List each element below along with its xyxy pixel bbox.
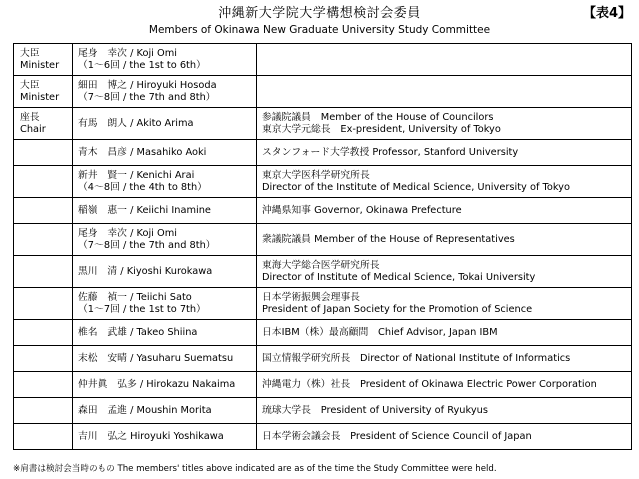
name-cell-line: 細田 博之 / Hiroyuki Hosoda	[78, 79, 217, 91]
table-row	[14, 224, 632, 256]
name-cell-line: （1～7回 / the 1st to 7th）	[78, 303, 206, 315]
title-cell-line: 東京大学医科学研究所長	[262, 169, 370, 181]
name-cell	[73, 424, 257, 450]
title-cell-line: 衆議院議員 Member of the House of Representatives	[262, 233, 515, 245]
name-cell-line: 稲嶺 惠一 / Keiichi Inamine	[78, 204, 211, 216]
name-cell	[73, 198, 257, 224]
role-cell	[14, 224, 73, 256]
title-cell	[257, 198, 632, 224]
table-row	[14, 346, 632, 372]
title-cell-line: President of Japan Society for the Promotion of Science	[262, 303, 533, 315]
role-cell-line: 大臣	[20, 79, 40, 91]
name-cell	[73, 140, 257, 166]
title-cell-line: Director of the Institute of Medical Science, University of Tokyo	[262, 181, 570, 193]
title-cell-line: 沖縄電力（株）社長 President of Okinawa Electric Power Corporation	[262, 378, 597, 390]
role-cell	[14, 346, 73, 372]
name-cell-line: 新井 賢一 / Kenichi Arai	[78, 169, 195, 181]
name-cell-line: 有馬 朗人 / Akito Arima	[78, 117, 194, 129]
role-cell	[14, 320, 73, 346]
role-cell	[14, 198, 73, 224]
name-cell-line: （7～8回 / the 7th and 8th）	[78, 239, 216, 251]
table-row	[14, 44, 632, 76]
role-cell	[14, 288, 73, 320]
page-subtitle: Members of Okinawa New Graduate University Study Committee	[148, 24, 491, 36]
name-cell	[73, 166, 257, 198]
role-cell	[14, 372, 73, 398]
title-cell	[257, 140, 632, 166]
name-cell	[73, 108, 257, 140]
role-cell	[14, 424, 73, 450]
table-row	[14, 256, 632, 288]
title-cell-line: 日本学術振興会理事長	[262, 291, 360, 303]
table-row	[14, 372, 632, 398]
title-cell-line: 琉球大学長 President of University of Ryukyus	[262, 404, 488, 416]
title-cell	[257, 288, 632, 320]
title-cell-line: スタンフォード大学教授 Professor, Stanford University	[262, 146, 519, 158]
name-cell	[73, 288, 257, 320]
name-cell-line: 森田 孟進 / Moushin Morita	[78, 404, 212, 416]
table-row	[14, 288, 632, 320]
table-row	[14, 140, 632, 166]
title-cell-line: Director of Institute of Medical Science, Tokai University	[262, 271, 536, 283]
table-row	[14, 198, 632, 224]
table-row	[14, 398, 632, 424]
table-row	[14, 108, 632, 140]
role-cell-line: 座長	[20, 111, 40, 123]
title-cell-line: 東京大学元総長 Ex-president, University of Tokyo	[262, 123, 501, 135]
title-cell	[257, 108, 632, 140]
name-cell-line: 椎名 武雄 / Takeo Shiina	[78, 326, 198, 338]
role-cell-line: Chair	[20, 123, 46, 135]
name-cell-line: 尾身 幸次 / Koji Omi	[78, 47, 177, 59]
role-cell	[14, 76, 73, 108]
role-cell	[14, 166, 73, 198]
title-cell-line: 東海大学総合医学研究所長	[262, 259, 380, 271]
name-cell	[73, 346, 257, 372]
title-cell-line: 参議院議員 Member of the House of Councilors	[262, 111, 494, 123]
name-cell	[73, 76, 257, 108]
role-cell	[14, 108, 73, 140]
title-cell	[257, 166, 632, 198]
title-cell-line: 日本IBM（株）最高顧問 Chief Advisor, Japan IBM	[262, 326, 498, 338]
title-cell	[257, 44, 632, 76]
table-row	[14, 320, 632, 346]
title-cell	[257, 424, 632, 450]
name-cell-line: 吉川 弘之 Hiroyuki Yoshikawa	[78, 430, 224, 442]
table-row	[14, 76, 632, 108]
title-cell	[257, 224, 632, 256]
title-cell	[257, 320, 632, 346]
name-cell	[73, 372, 257, 398]
title-cell	[257, 76, 632, 108]
page-title: 沖縄新大学院大学構想検討会委員	[218, 6, 421, 21]
committee-members-table	[13, 43, 632, 450]
role-cell-line: Minister	[20, 59, 60, 71]
table-row	[14, 424, 632, 450]
title-cell-line: 日本学術会議会長 President of Science Council of Japan	[262, 430, 532, 442]
name-cell	[73, 256, 257, 288]
table-row	[14, 166, 632, 198]
title-cell	[257, 372, 632, 398]
title-cell-line: 国立情報学研究所長 Director of National Institute of Informatics	[262, 352, 571, 364]
title-cell	[257, 398, 632, 424]
name-cell-line: （4～8回 / the 4th to 8th）	[78, 181, 208, 193]
name-cell-line: 黒川 清 / Kiyoshi Kurokawa	[78, 265, 213, 277]
name-cell-line: 尾身 幸次 / Koji Omi	[78, 227, 177, 239]
name-cell-line: （7～8回 / the 7th and 8th）	[78, 91, 216, 103]
name-cell-line: （1～6回 / the 1st to 6th）	[78, 59, 206, 71]
name-cell-line: 末松 安晴 / Yasuharu Suematsu	[78, 352, 234, 364]
name-cell-line: 仲井眞 弘多 / Hirokazu Nakaima	[78, 378, 236, 390]
name-cell	[73, 398, 257, 424]
name-cell	[73, 44, 257, 76]
role-cell-line: Minister	[20, 91, 60, 103]
table-number-label: 【表4】	[582, 6, 631, 21]
title-cell-line: 沖縄県知事 Governor, Okinawa Prefecture	[262, 204, 462, 216]
name-cell	[73, 320, 257, 346]
name-cell-line: 青木 昌彦 / Masahiko Aoki	[78, 146, 207, 158]
name-cell-line: 佐藤 禎一 / Teiichi Sato	[78, 291, 192, 303]
role-cell	[14, 140, 73, 166]
role-cell	[14, 398, 73, 424]
name-cell	[73, 224, 257, 256]
role-cell	[14, 44, 73, 76]
title-cell	[257, 346, 632, 372]
footnote: ※肩書は検討会当時のもの The members' titles above indicated are as of the time the Study Committee were held.	[13, 464, 497, 474]
title-cell	[257, 256, 632, 288]
role-cell	[14, 256, 73, 288]
role-cell-line: 大臣	[20, 47, 40, 59]
